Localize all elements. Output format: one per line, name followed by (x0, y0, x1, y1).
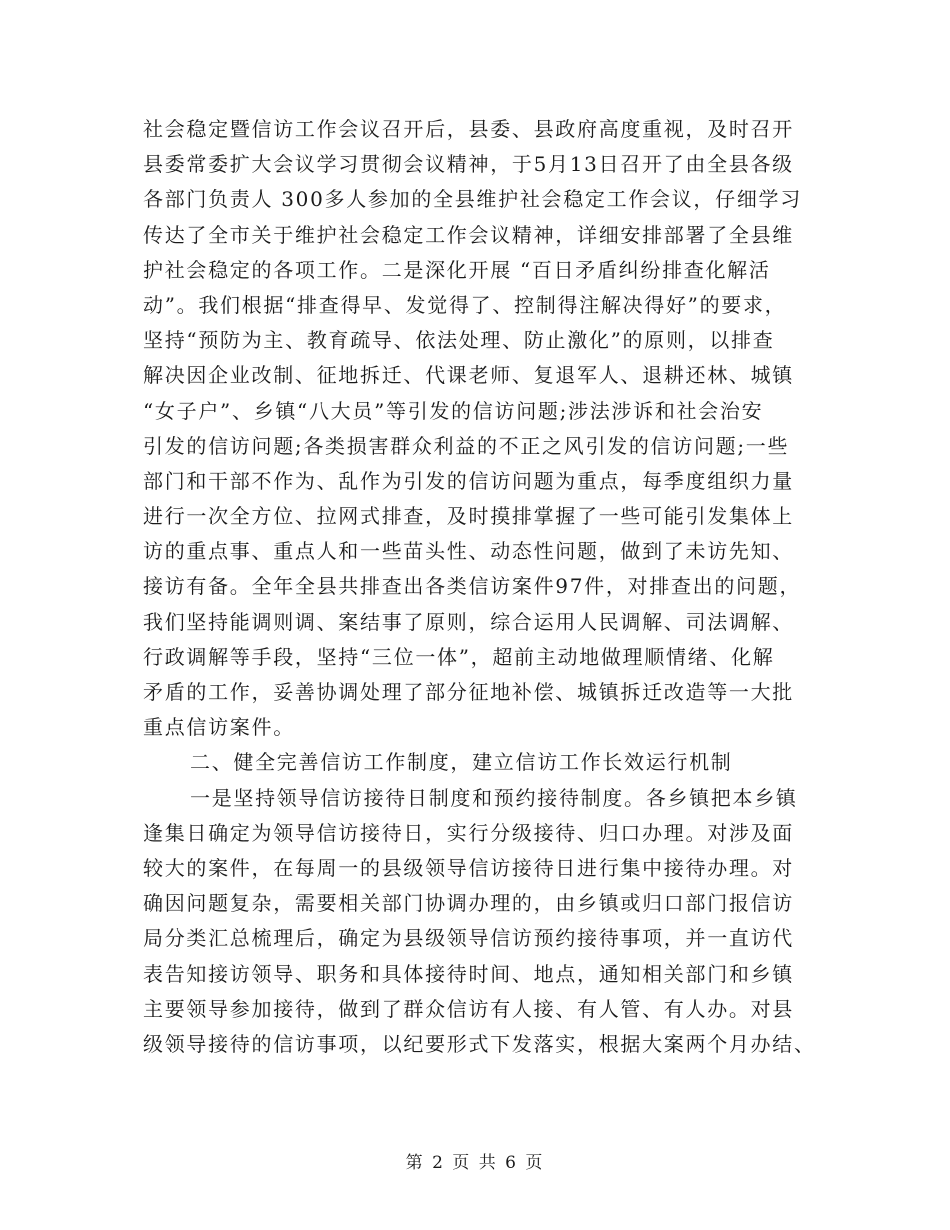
text-line: 级领导接待的信访事项，以纪要形式下发落实，根据大案两个月办结、 (143, 1031, 816, 1056)
text-line: 行政调解等手段，坚持“三位一体”，超前主动地做理顺情绪、化解 (143, 644, 775, 669)
text-line: 解决因企业改制、征地拆迁、代课老师、复退军人、退耕还林、城镇 (143, 363, 794, 388)
text-line: 部门和干部不作为、乱作为引发的信访问题为重点，每季度组织力量 (143, 468, 794, 493)
text-line: 各部门负责人 300多人参加的全县维护社会稳定工作会议，仔细学习 (143, 187, 802, 212)
body-text (143, 112, 815, 1062)
text-line: 社会稳定暨信访工作会议召开后，县委、县政府高度重视，及时召开 (143, 117, 794, 141)
text-line: 主要领导参加接待，做到了群众信访有人接、有人管、有人办。对县 (143, 996, 794, 1021)
text-line: 引发的信访问题;各类损害群众利益的不正之风引发的信访问题;一些 (143, 433, 790, 458)
text-line: 我们坚持能调则调、案结事了原则，综合运用人民调解、司法调解、 (143, 609, 794, 634)
text-line: 重点信访案件。 (143, 715, 295, 740)
text-line: 逢集日确定为领导信访接待日，实行分级接待、归口办理。对涉及面 (143, 820, 794, 845)
text-line: 表告知接访领导、职务和具体接待时间、地点，通知相关部门和乡镇 (143, 961, 794, 986)
text-line: 护社会稳定的各项工作。二是深化开展 “百日矛盾纠纷排查化解活 (143, 257, 771, 282)
text-line: 进行一次全方位、拉网式排查，及时摸排掌握了一些可能引发集体上 (143, 504, 794, 529)
text-line: “女子户”、乡镇“八大员”等引发的信访问题;涉法涉诉和社会治安 (143, 398, 764, 423)
page-number-footer: 第 2 页 共 6 页 (405, 1153, 545, 1173)
text-line: 传达了全市关于维护社会稳定工作会议精神，详细安排部署了全县维 (143, 222, 794, 247)
text-line: 一是坚持领导信访接待日制度和预约接待制度。各乡镇把本乡镇 (190, 785, 798, 810)
section-heading: 二、健全完善信访工作制度，建立信访工作长效运行机制 (190, 750, 733, 775)
text-line: 接访有备。全年全县共排查出各类信访案件97件，对排查出的问题， (143, 574, 802, 599)
text-line: 确因问题复杂，需要相关部门协调办理的，由乡镇或归口部门报信访 (143, 891, 794, 916)
text-line: 动”。我们根据“排查得早、发觉得了、控制得注解决得好”的要求， (143, 292, 787, 317)
text-line: 较大的案件，在每周一的县级领导信访接待日进行集中接待办理。对 (143, 855, 794, 880)
text-line: 矛盾的工作，妥善协调处理了部分征地补偿、城镇拆迁改造等一大批 (143, 680, 794, 704)
text-line: 县委常委扩大会议学习贯彻会议精神，于5月13日召开了由全县各级 (143, 152, 794, 177)
text-line: 坚持“预防为主、教育疏导、依法处理、防止激化”的原则，以排查 (143, 328, 775, 353)
text-line: 访的重点事、重点人和一些苗头性、动态性问题，做到了未访先知、 (143, 539, 794, 564)
text-line: 局分类汇总梳理后，确定为县级领导信访预约接待事项，并一直访代 (143, 926, 794, 951)
